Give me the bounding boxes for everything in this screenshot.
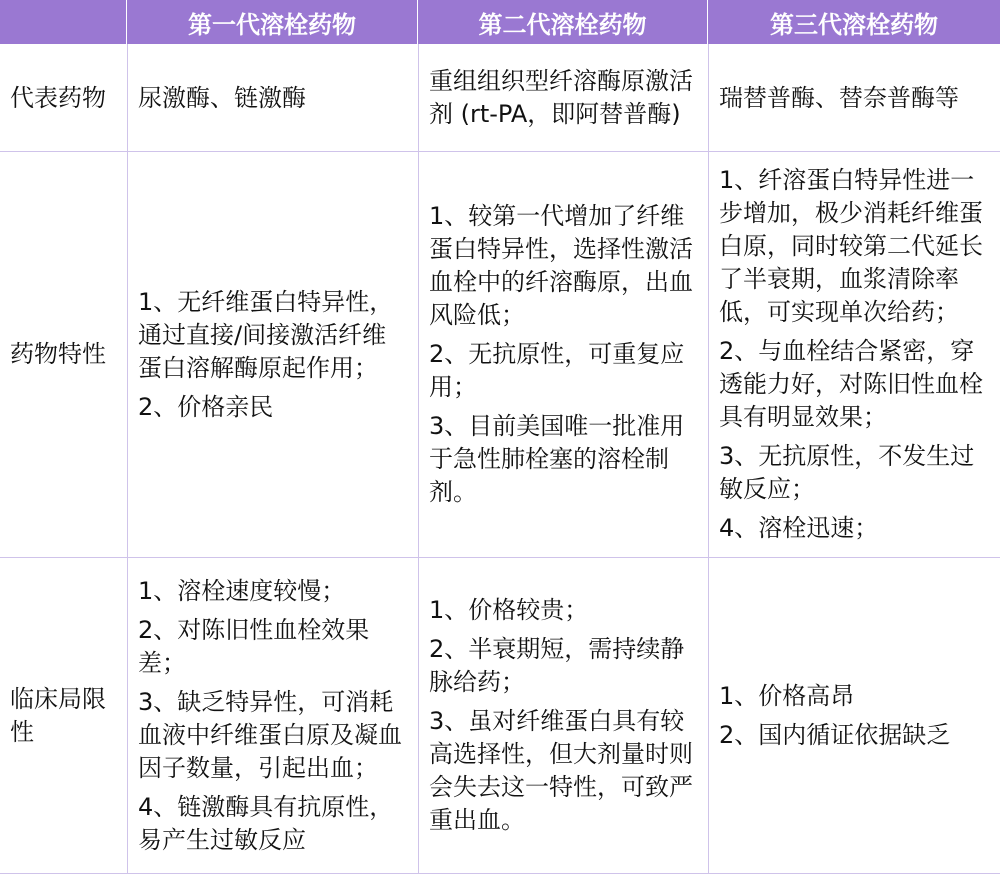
row-label-text: 药物特性 [10,340,106,368]
cell-text: 1、纤溶蛋白特异性进一步增加，极少消耗纤维蛋白原，同时较第二代延长了半衰期，血浆清除率低，可实现单次给药； [719,166,983,326]
cell-text: 2、与血栓结合紧密，穿透能力好，对陈旧性血栓具有明显效果； [719,337,983,431]
table-cell [709,558,1000,873]
cell-text: 2、对陈旧性血栓效果差； [138,615,370,677]
cell-text: 1、较第一代增加了纤维蛋白特异性，选择性激活血栓中的纤溶酶原，出血风险低； [429,202,693,329]
table-cell [419,152,708,557]
row-label-representative-drugs [0,45,127,151]
cell-text: 1、价格较贵； [429,596,589,624]
cell-text: 4、溶栓迅速； [719,514,879,542]
table-cell [419,558,708,873]
cell-text: 3、虽对纤维蛋白具有较高选择性，但大剂量时则会失去这一特性，可致严重出血。 [429,707,693,834]
row-label-text: 代表药物 [10,83,106,112]
cell-text: 1、溶栓速度较慢； [138,576,346,605]
row-label-drug-properties [0,152,127,557]
cell-text: 瑞替普酶、替奈普酶等 [719,83,959,112]
table-cell [128,558,418,873]
cell-text: 2、价格亲民 [138,392,274,421]
cell-text: 2、无抗原性，可重复应用； [429,340,685,401]
table-cell [128,45,418,151]
row-label-text: 临床局限性 [10,684,106,746]
cell-text: 1、价格高昂 [719,681,855,710]
table-cell [128,152,418,557]
cell-text: 1、无纤维蛋白特异性，通过直接/间接激活纤维蛋白溶解酶原起作用； [138,287,394,382]
table-cell [709,152,1000,557]
header-gen2: 第二代溶栓药物 [418,0,708,44]
cell-text: 2、国内循证依据缺乏 [719,720,951,749]
header-gen1: 第一代溶栓药物 [127,0,418,44]
cell-text: 3、目前美国唯一批准用于急性肺栓塞的溶栓制剂。 [429,412,685,506]
cell-text: 重组组织型纤溶酶原激活剂 (rt-PA，即阿替普酶) [429,67,693,128]
cell-text: 2、半衰期短，需持续静脉给药； [429,635,685,696]
row-label-clinical-limitations [0,558,127,873]
cell-text: 3、无抗原性，不发生过敏反应； [719,442,975,503]
header-corner [0,0,127,44]
header-gen3: 第三代溶栓药物 [708,0,1000,44]
table-cell [709,45,1000,151]
cell-text: 3、缺乏特异性，可消耗血液中纤维蛋白原及凝血因子数量，引起出血； [138,687,402,782]
cell-text: 4、链激酶具有抗原性，易产生过敏反应 [138,792,394,854]
cell-text: 尿激酶、链激酶 [138,83,306,112]
table-cell [419,45,708,151]
